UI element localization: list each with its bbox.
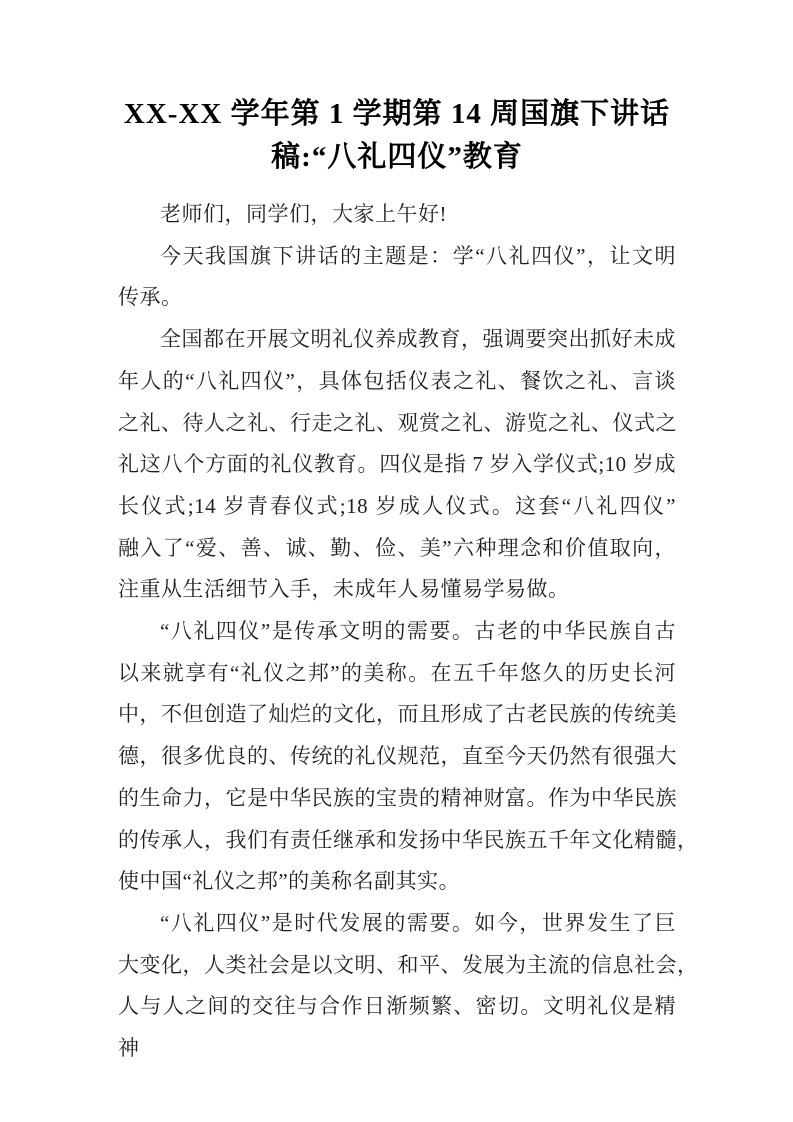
- paragraph-4-line-6: 的传承人，我们有责任继承和发扬中华民族五千年文化精髓，: [118, 827, 699, 852]
- paragraph-3-line-5: 长仪式;14 岁青春仪式;18 岁成人仪式。这套“八礼四仪”: [118, 493, 676, 518]
- paragraph-4-line-7: 使中国“礼仪之邦”的美称名副其实。: [118, 869, 461, 894]
- paragraph-3-line-7: 注重从生活细节入手，未成年人易懂易学易做。: [118, 577, 570, 602]
- paragraph-5-line-1: “八礼四仪”是时代发展的需要。如今，世界发生了巨: [160, 910, 676, 935]
- paragraph-2-line-2: 传承。: [118, 285, 183, 310]
- paragraph-4-line-5: 的生命力，它是中华民族的宝贵的精神财富。作为中华民族: [118, 785, 677, 810]
- paragraph-4-line-3: 中，不但创造了灿烂的文化，而且形成了古老民族的传统美: [118, 702, 677, 727]
- document-title: [118, 93, 676, 179]
- document-title-line-1: XX-XX 学年第 1 学期第 14 周国旗下讲话: [123, 98, 671, 130]
- paragraph-5-line-2: 大变化，人类社会是以文明、和平、发展为主流的信息社会，: [118, 952, 699, 977]
- document-title-line-2: 稿:“八礼四仪”教育: [271, 141, 523, 173]
- paragraph-4-line-4: 德，很多优良的、传统的礼仪规范，直至今天仍然有很强大: [118, 744, 677, 769]
- paragraph-3-line-6: 融入了“爱、善、诚、勤、俭、美”六种理念和价值取向，: [118, 535, 676, 560]
- paragraph-4-line-2: 以来就享有“礼仪之邦”的美称。在五千年悠久的历史长河: [118, 660, 676, 685]
- paragraph-5-line-3: 人与人之间的交往与合作日渐频繁、密切。文明礼仪是精神: [118, 994, 676, 1061]
- paragraph-3-line-2: 年人的“八礼四仪”，具体包括仪表之礼、餐饮之礼、言谈: [118, 368, 676, 393]
- paragraph-3-line-3: 之礼、待人之礼、行走之礼、观赏之礼、游览之礼、仪式之: [118, 410, 677, 435]
- document-content: [118, 0, 699, 1070]
- document-body: [118, 194, 699, 1070]
- paragraph-3-line-4: 礼这八个方面的礼仪教育。四仪是指 7 岁入学仪式;10 岁成: [118, 452, 676, 477]
- paragraph-3-line-1: 全国都在开展文明礼仪养成教育，强调要突出抓好未成: [160, 327, 676, 352]
- paragraph-2-line-1: 今天我国旗下讲话的主题是：学“八礼四仪”，让文明: [160, 243, 676, 268]
- paragraph-4-line-1: “八礼四仪”是传承文明的需要。古老的中华民族自古: [160, 619, 676, 644]
- paragraph-1-line-1: 老师们，同学们，大家上午好!: [160, 202, 447, 226]
